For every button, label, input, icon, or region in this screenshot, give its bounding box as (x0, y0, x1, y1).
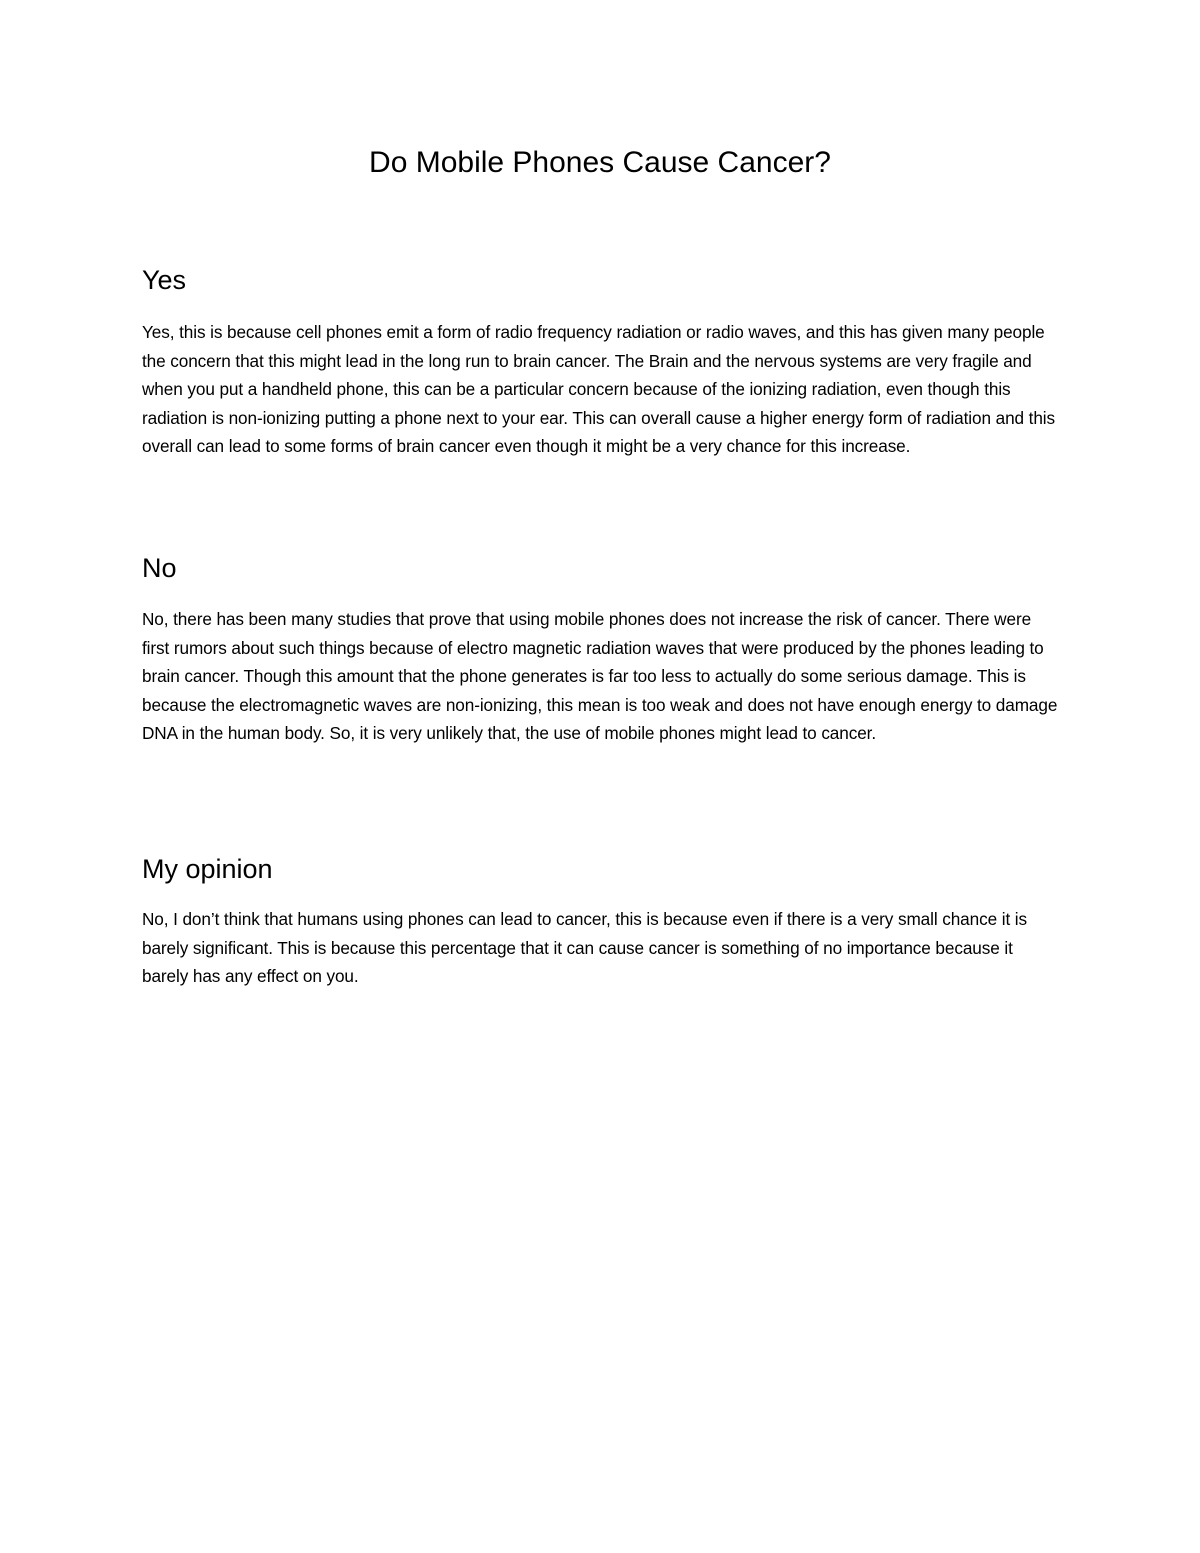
document-title: Do Mobile Phones Cause Cancer? (369, 146, 831, 179)
section-body-no: No, there has been many studies that prove that using mobile phones does not increase the risk of cancer. There were first rumors about such things because of electro magnetic radiation waves that were produced by the phones leading to brain cancer. Though this amount that the phone generates is far too less to actually do some serious damage. This is because the electromagnetic waves are non-ionizing, this mean is too weak and does not have enough energy to damage DNA in the human body. So, it is very unlikely that, the use of mobile phones might lead to cancer. (142, 609, 1058, 744)
section-heading-yes: Yes (142, 265, 187, 295)
section-heading-no: No (142, 553, 177, 583)
section-heading-my-opinion: My opinion (142, 854, 273, 884)
section-body-my-opinion: No, I don’t think that humans using phones can lead to cancer, this is because even if there is a very small chance it is barely significant. This is because this percentage that it can cause cancer is something of no importance because it barely has any effect on you. (142, 909, 1028, 987)
section-body-yes: Yes, this is because cell phones emit a form of radio frequency radiation or radio waves, and this has given many people the concern that this might lead in the long run to brain cancer. The Brain and the nervous systems are very fragile and when you put a handheld phone, this can be a particular concern because of the ionizing radiation, even though this radiation is non-ionizing putting a phone next to your ear. This can overall cause a higher energy form of radiation and this overall can lead to some forms of brain cancer even though it might be a very chance for this increase. (142, 322, 1056, 457)
